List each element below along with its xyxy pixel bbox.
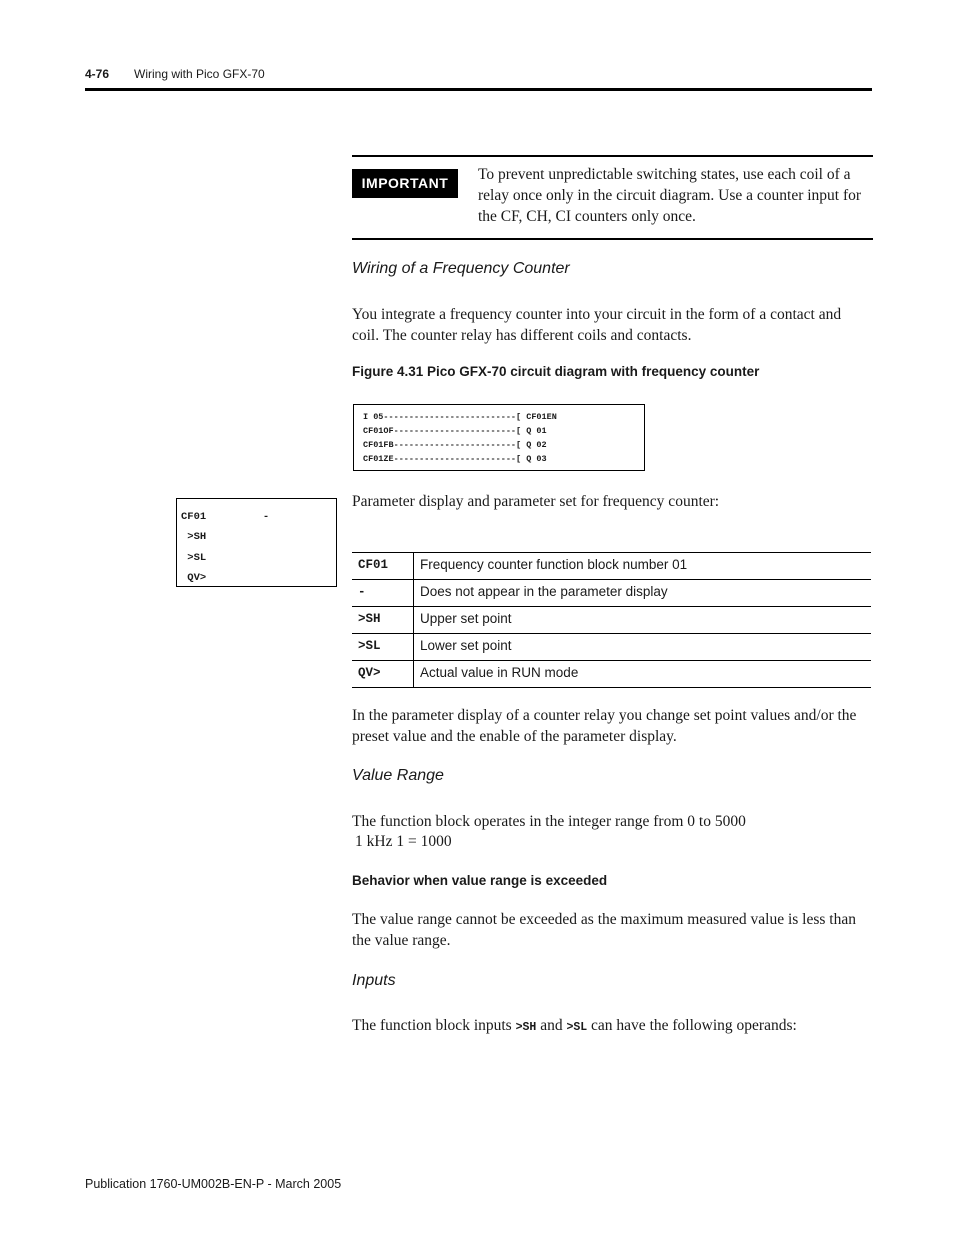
footer-publication: Publication 1760-UM002B-EN-P - March 2005 [85, 1177, 342, 1191]
table-cell-description: Frequency counter function block number 01 [420, 557, 688, 572]
table-divider [413, 553, 414, 579]
circuit-line: CF01OF------------------------[ Q 01 [363, 426, 547, 436]
section-heading-behavior: Behavior when value range is exceeded [352, 873, 608, 888]
table-row [352, 607, 871, 634]
figure-caption: Figure 4.31 Pico GFX-70 circuit diagram with frequency counter [352, 364, 760, 379]
table-cell-description: Actual value in RUN mode [420, 665, 579, 680]
behavior-paragraph: The value range cannot be exceeded as the maximum measured value is less than the value range. [352, 911, 856, 949]
table-cell-code: QV> [358, 666, 381, 680]
parameter-display-line: CF01 - [181, 511, 270, 523]
table-row [352, 634, 871, 661]
inputs-text-mid: and [536, 1017, 567, 1034]
circuit-diagram [353, 404, 645, 471]
table-cell-description: Lower set point [420, 638, 512, 653]
table-cell-code: >SH [358, 612, 381, 626]
table-cell-code: >SL [358, 639, 381, 653]
table-cell-code: - [358, 585, 366, 599]
page-number: 4-76 [85, 67, 110, 81]
table-row [352, 580, 871, 607]
important-bottom-rule [352, 238, 873, 240]
wiring-intro-paragraph: You integrate a frequency counter into your circuit in the form of a contact and coil. The counter relay has different coils and contacts. [352, 306, 842, 344]
table-row [352, 552, 871, 580]
table-divider [413, 661, 414, 687]
inputs-paragraph [352, 1015, 797, 1038]
table-divider [413, 580, 414, 606]
table-row [352, 661, 871, 688]
table-cell-code: CF01 [358, 558, 389, 572]
parameter-table [352, 552, 871, 688]
parameter-display-line: QV> [181, 572, 207, 584]
important-text: To prevent unpredictable switching states, use each coil of a relay once only in the circuit diagram. Use a counter input for the CF, CH, CI counters only once. [478, 166, 862, 225]
value-range-line-2: 1 kHz 1 = 1000 [355, 833, 452, 850]
header-rule [85, 88, 872, 91]
table-divider [413, 634, 414, 660]
table-cell-description: Does not appear in the parameter display [420, 584, 668, 599]
inputs-code-sh: >SH [515, 1021, 537, 1034]
parameter-display-line: >SL [181, 552, 207, 564]
chapter-title: Wiring with Pico GFX-70 [134, 67, 265, 81]
inputs-text-before: The function block inputs [352, 1017, 516, 1034]
parameter-display-note: In the parameter display of a counter relay you change set point values and/or the preset value and the enable of the parameter display. [352, 707, 857, 745]
parameter-display-intro: Parameter display and parameter set for frequency counter: [352, 493, 720, 510]
circuit-line: CF01FB------------------------[ Q 02 [363, 440, 547, 450]
table-cell-description: Upper set point [420, 611, 512, 626]
section-heading-value-range: Value Range [352, 767, 444, 784]
inputs-text-after: can have the following operands: [587, 1017, 797, 1034]
parameter-display-box [176, 498, 337, 587]
section-heading-inputs: Inputs [352, 972, 396, 989]
important-top-rule [352, 155, 873, 157]
inputs-code-sl: >SL [566, 1021, 588, 1034]
circuit-line: CF01ZE------------------------[ Q 03 [363, 454, 547, 464]
table-divider [413, 607, 414, 633]
important-label: IMPORTANT [352, 169, 458, 198]
section-heading-wiring: Wiring of a Frequency Counter [352, 260, 570, 277]
parameter-display-line: >SH [181, 531, 207, 543]
circuit-line: I 05--------------------------[ CF01EN [363, 412, 557, 422]
value-range-line-1: The function block operates in the integer range from 0 to 5000 [352, 813, 746, 830]
